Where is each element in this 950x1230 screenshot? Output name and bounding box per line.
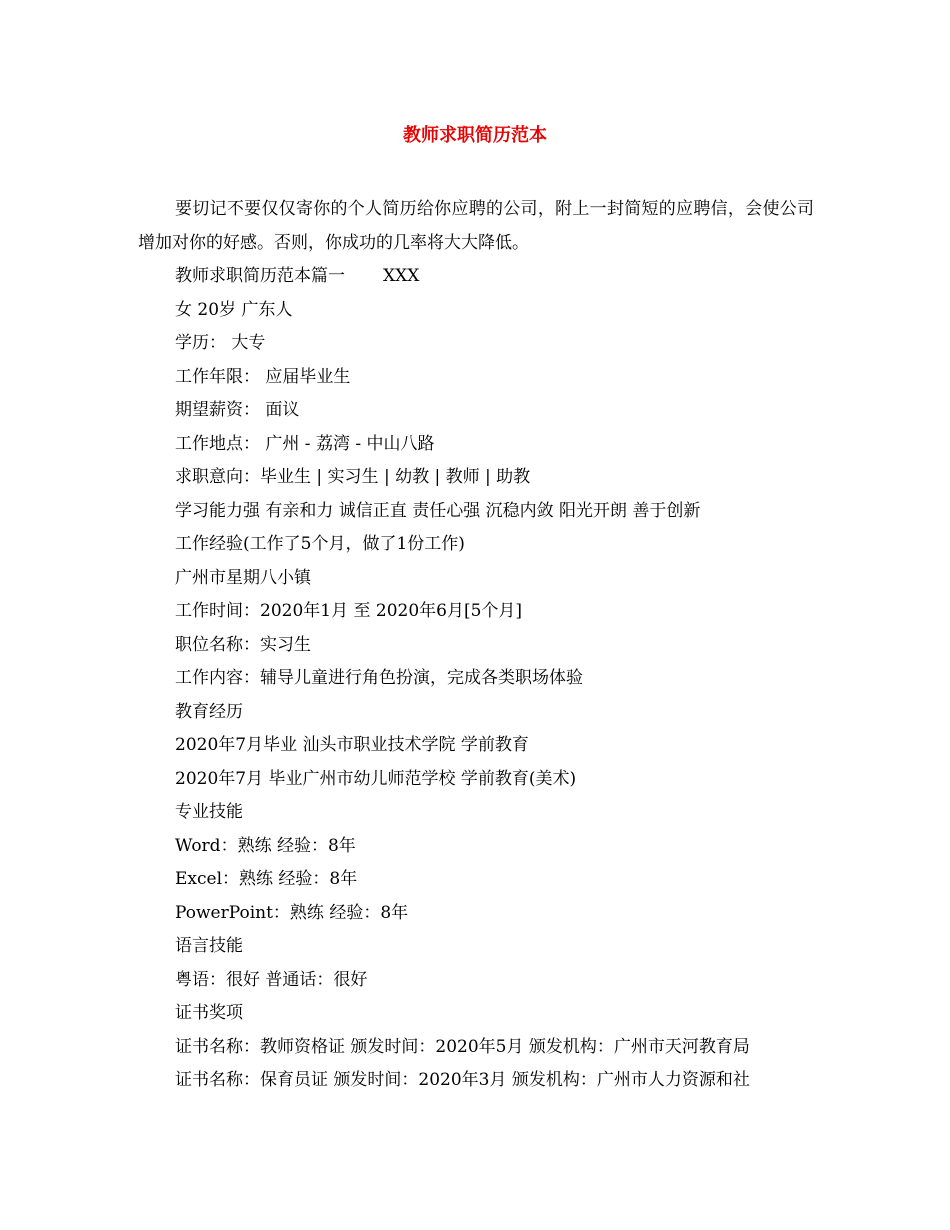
line-work-period: 工作时间：2020年1月 至 2020年6月[5个月] (175, 601, 523, 621)
section-professional-skills: 专业技能 (175, 802, 243, 822)
intro-paragraph: 要切记不要仅仅寄你的个人简历给你应聘的公司，附上一封简短的应聘信，会使公司增加对你的好感。否则，你成功的几率将大大降低。 (138, 199, 814, 253)
line-personal-info: 女 20岁 广东人 (175, 299, 293, 320)
resume-heading-line (138, 260, 814, 294)
document-title: 教师求职简历范本 (403, 125, 547, 146)
section-education: 教育经历 (175, 701, 243, 722)
line-job-intention: 求职意向：毕业生 | 实习生 | 幼教 | 教师 | 助教 (175, 467, 531, 487)
line-expected-salary: 期望薪资： 面议 (175, 400, 300, 420)
line-certificate-1: 证书名称：教师资格证 颁发时间：2020年5月 颁发机构：广州市天河教育局 (175, 1036, 750, 1057)
line-job-content: 工作内容：辅导儿童进行角色扮演，完成各类职场体验 (175, 668, 583, 688)
line-skill-powerpoint: PowerPoint：熟练 经验：8年 (175, 902, 409, 923)
line-education-2: 2020年7月 毕业广州市幼儿师范学校 学前教育(美术) (175, 768, 577, 789)
line-job-title: 职位名称：实习生 (175, 634, 311, 655)
line-skill-excel: Excel：熟练 经验：8年 (175, 869, 358, 889)
line-education-level: 学历： 大专 (175, 333, 266, 353)
section-work-experience: 工作经验(工作了5个月，做了1份工作) (175, 534, 465, 554)
resume-heading-label: 教师求职简历范本篇一 (175, 266, 345, 286)
line-languages: 粤语：很好 普通话：很好 (175, 969, 368, 990)
line-education-1: 2020年7月毕业 汕头市职业技术学院 学前教育 (175, 735, 529, 755)
document-body (138, 192, 814, 1098)
line-certificate-2: 证书名称：保育员证 颁发时间：2020年3月 颁发机构：广州市人力资源和社 (175, 1070, 750, 1090)
line-personal-traits: 学习能力强 有亲和力 诚信正直 责任心强 沉稳内敛 阳光开朗 善于创新 (175, 500, 701, 521)
section-language-skills: 语言技能 (175, 936, 243, 956)
line-skill-word: Word：熟练 经验：8年 (175, 835, 356, 856)
section-certificates: 证书奖项 (175, 1003, 243, 1023)
line-employer: 广州市星期八小镇 (175, 567, 311, 588)
line-work-location: 工作地点： 广州 - 荔湾 - 中山八路 (175, 433, 435, 454)
resume-name: XXX (383, 266, 420, 286)
line-work-years: 工作年限： 应届毕业生 (175, 366, 351, 387)
